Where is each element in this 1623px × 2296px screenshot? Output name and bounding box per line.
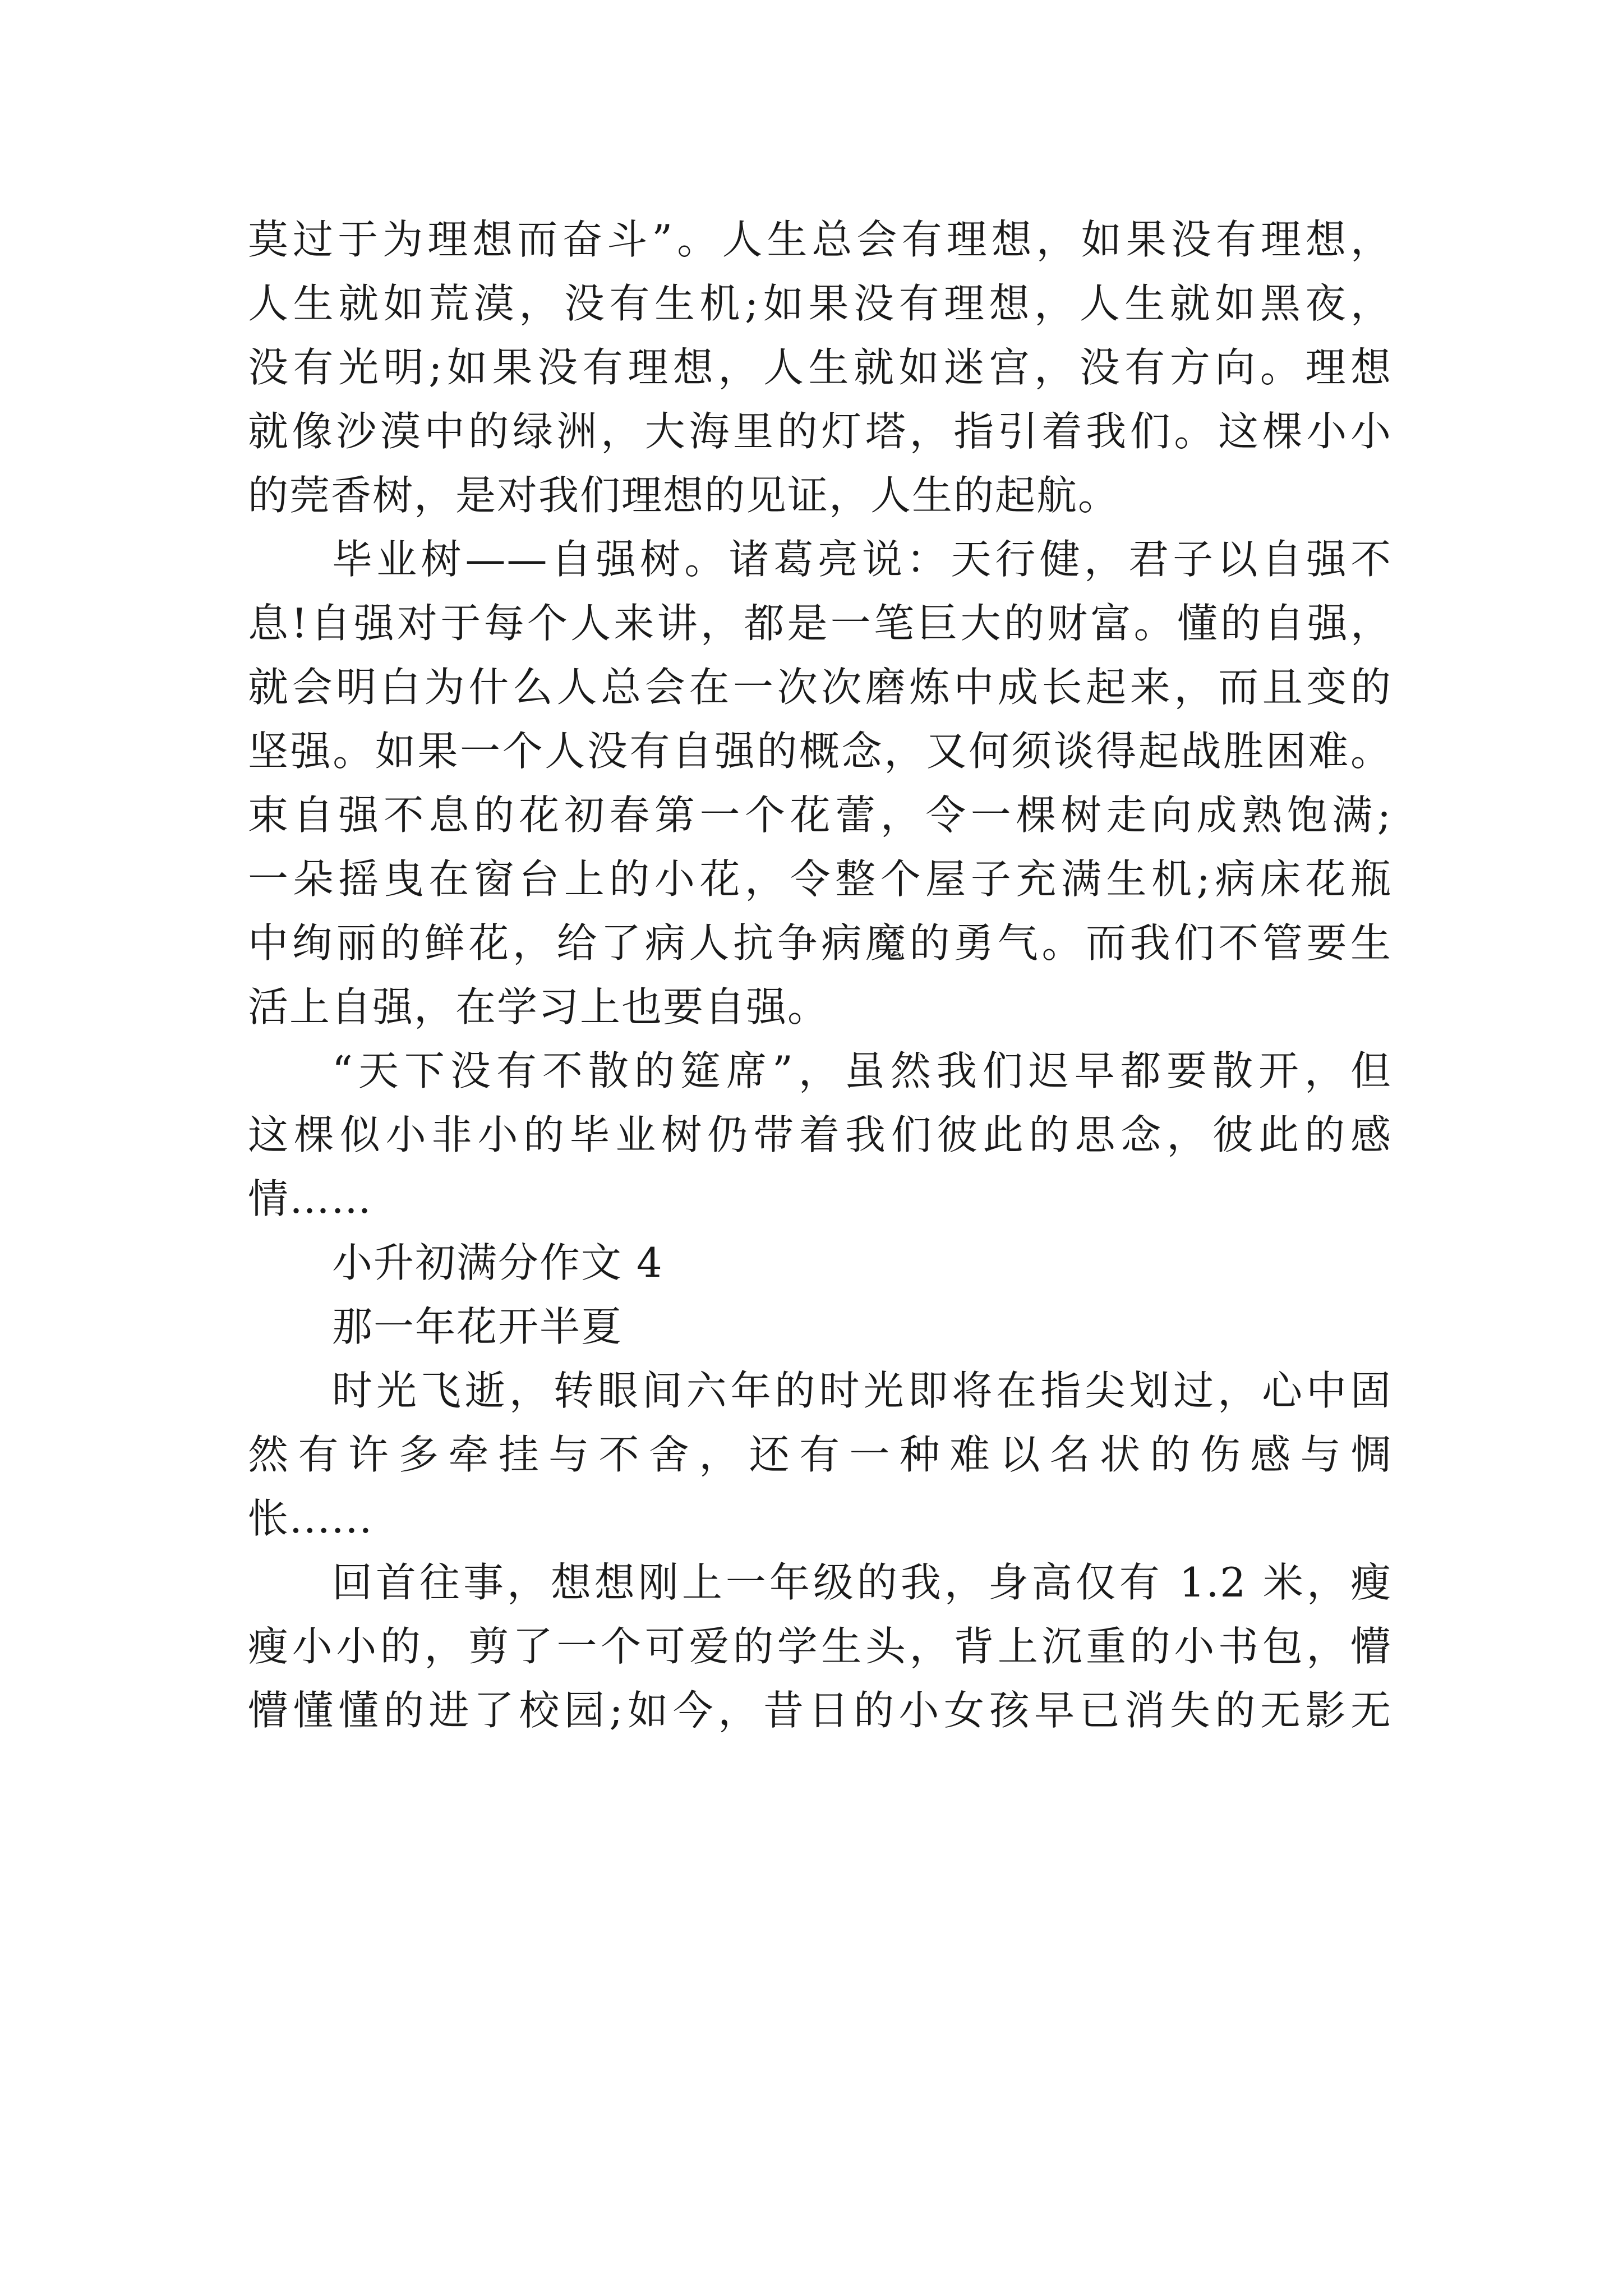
text-line: 没有光明;如果没有理想，人生就如迷宫，没有方向。理想 (248, 344, 1392, 391)
body-text (248, 208, 1392, 1742)
text-line: 人生就如荒漠，没有生机;如果没有理想，人生就如黑夜， (248, 280, 1392, 327)
text-line: 懵懂懂的进了校园;如今，昔日的小女孩早已消失的无影无 (248, 1687, 1392, 1734)
essay-title: 那一年花开半夏 (332, 1303, 623, 1350)
text-line: 情…… (248, 1175, 373, 1222)
section-heading: 小升初满分作文 4 (332, 1239, 663, 1286)
text-line: 息!自强对于每个人来讲，都是一笔巨大的财富。懂的自强， (248, 600, 1392, 647)
text-line: 一朵摇曳在窗台上的小花，令整个屋子充满生机;病床花瓶 (248, 855, 1392, 903)
text-line: 束自强不息的花初春第一个花蕾，令一棵树走向成熟饱满; (248, 792, 1392, 839)
text-line: “天下没有不散的筵席”，虽然我们迟早都要散开，但 (332, 1047, 1392, 1094)
text-line: 就像沙漠中的绿洲，大海里的灯塔，指引着我们。这棵小小 (248, 408, 1392, 455)
text-line: 时光飞逝，转眼间六年的时光即将在指尖划过，心中固 (332, 1367, 1392, 1414)
text-line: 活上自强，在学习上也要自强。 (248, 983, 829, 1030)
text-line: 坚强。如果一个人没有自强的概念，又何须谈得起战胜困难。 (248, 728, 1392, 775)
text-line: 毕业树——自强树。诸葛亮说：天行健，君子以自强不 (332, 536, 1392, 583)
text-line: 就会明白为什么人总会在一次次磨炼中成长起来，而且变的 (248, 664, 1392, 711)
text-line: 然有许多牵挂与不舍，还有一种难以名状的伤感与惆 (248, 1431, 1392, 1478)
text-line: 瘦小小的，剪了一个可爱的学生头，背上沉重的小书包，懵 (248, 1623, 1392, 1670)
text-line: 的莞香树，是对我们理想的见证，人生的起航。 (248, 472, 1120, 519)
text-line: 中绚丽的鲜花，给了病人抗争病魔的勇气。而我们不管要生 (248, 919, 1392, 967)
text-line: 怅...... (248, 1495, 374, 1542)
text-line: 这棵似小非小的毕业树仍带着我们彼此的思念，彼此的感 (248, 1111, 1392, 1158)
text-line: 莫过于为理想而奋斗”。人生总会有理想，如果没有理想， (248, 216, 1392, 263)
text-line: 回首往事，想想刚上一年级的我，身高仅有 1.2 米，瘦 (332, 1559, 1392, 1606)
